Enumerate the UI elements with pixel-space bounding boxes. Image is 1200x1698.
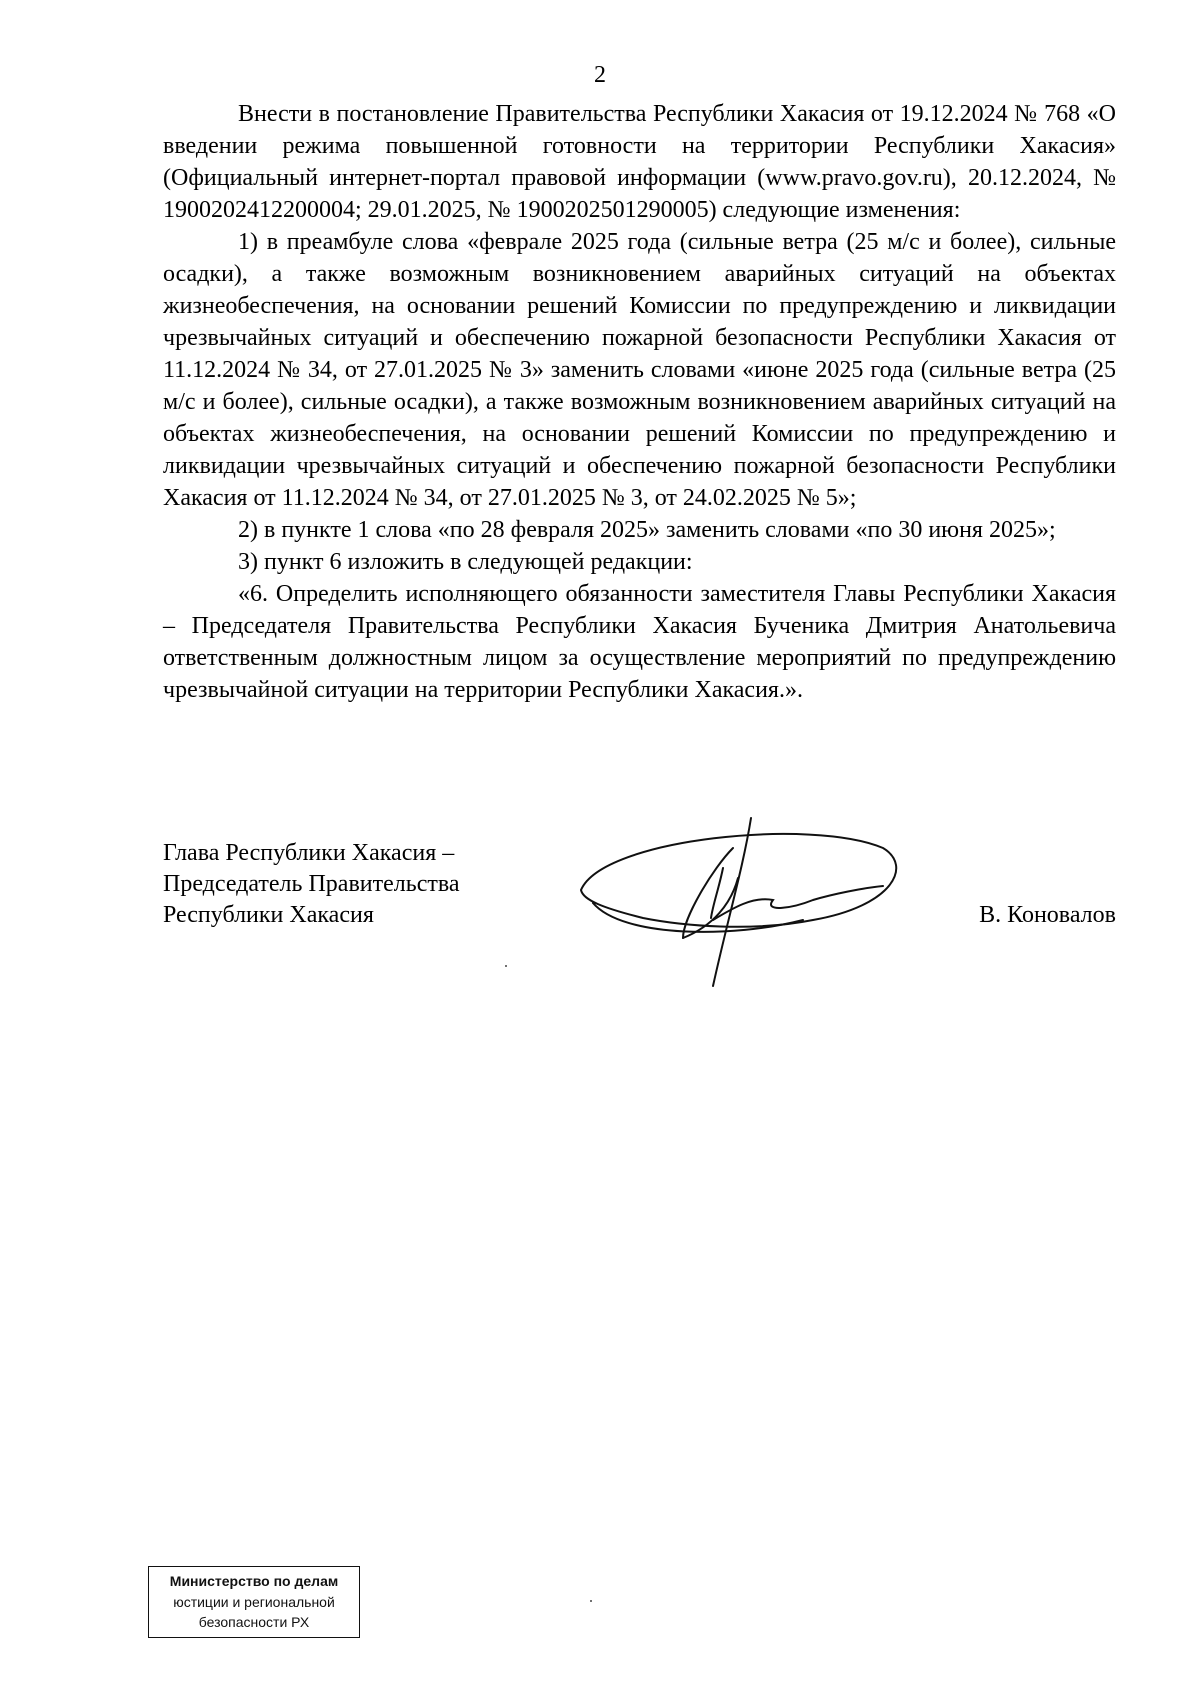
amendment-item-3: 3) пункт 6 изложить в следующей редакции: <box>238 549 693 575</box>
signer-position-line: Республики Хакасия <box>163 902 374 928</box>
signer-position <box>163 838 460 931</box>
scan-speck <box>590 1600 592 1602</box>
page-number: 2 <box>594 62 606 88</box>
stamp-line-1: Министерство по делам <box>169 1573 339 1589</box>
signer-position-line: Глава Республики Хакасия – <box>163 840 455 866</box>
new-clause-6: «6. Определить исполняющего обязанности заместителя Главы Республики Хакасия – Председателя Правительства Республики Хакасия Бученика Дмитрия Анатольевича ответственным должностным лицом за осуществление мероприятий по предупреждению чрезвычайной ситуации на территории Республики Хакасия.». <box>163 581 1116 703</box>
registration-stamp <box>148 1566 360 1638</box>
handwritten-signature <box>563 808 923 1008</box>
amendment-item-2: 2) в пункте 1 слова «по 28 февраля 2025» заменить словами «по 30 июня 2025»; <box>238 517 1056 543</box>
document-body <box>163 98 1116 706</box>
scan-speck <box>505 965 507 967</box>
signer-name: В. Коновалов <box>979 902 1116 928</box>
intro-paragraph: Внести в постановление Правительства Республики Хакасия от 19.12.2024 № 768 «О введении режима повышенной готовности на территории Республики Хакасия» (Официальный интернет-портал правовой информации (www.pravo.gov.ru), 20.12.2024, № 1900202412200004; 29.01.2025, № 1900202501290005) следующие изменения: <box>163 101 1116 223</box>
signer-position-line: Председатель Правительства <box>163 871 460 897</box>
stamp-text <box>149 1567 359 1637</box>
stamp-line-2: юстиции и региональной <box>173 1594 335 1610</box>
signature-block <box>163 838 1116 1018</box>
amendment-item-1: 1) в преамбуле слова «феврале 2025 года (сильные ветра (25 м/с и более), сильные осадки), а также возможным возникновением аварийных ситуаций на объектах жизнеобеспечения, на основании решений Комиссии по предупреждению и ликвидации чрезвычайных ситуаций и обеспечению пожарной безопасности Республики Хакасия от 11.12.2024 № 34, от 27.01.2025 № 3» заменить словами «июне 2025 года (сильные ветра (25 м/с и более), сильные осадки), а также возможным возникновением аварийных ситуаций на объектах жизнеобеспечения, на основании решений Комиссии по предупреждению и ликвидации чрезвычайных ситуаций и обеспечению пожарной безопасности Республики Хакасия от 11.12.2024 № 34, от 27.01.2025 № 3, от 24.02.2025 № 5»; <box>163 229 1116 511</box>
stamp-line-3: безопасности РХ <box>198 1614 310 1630</box>
